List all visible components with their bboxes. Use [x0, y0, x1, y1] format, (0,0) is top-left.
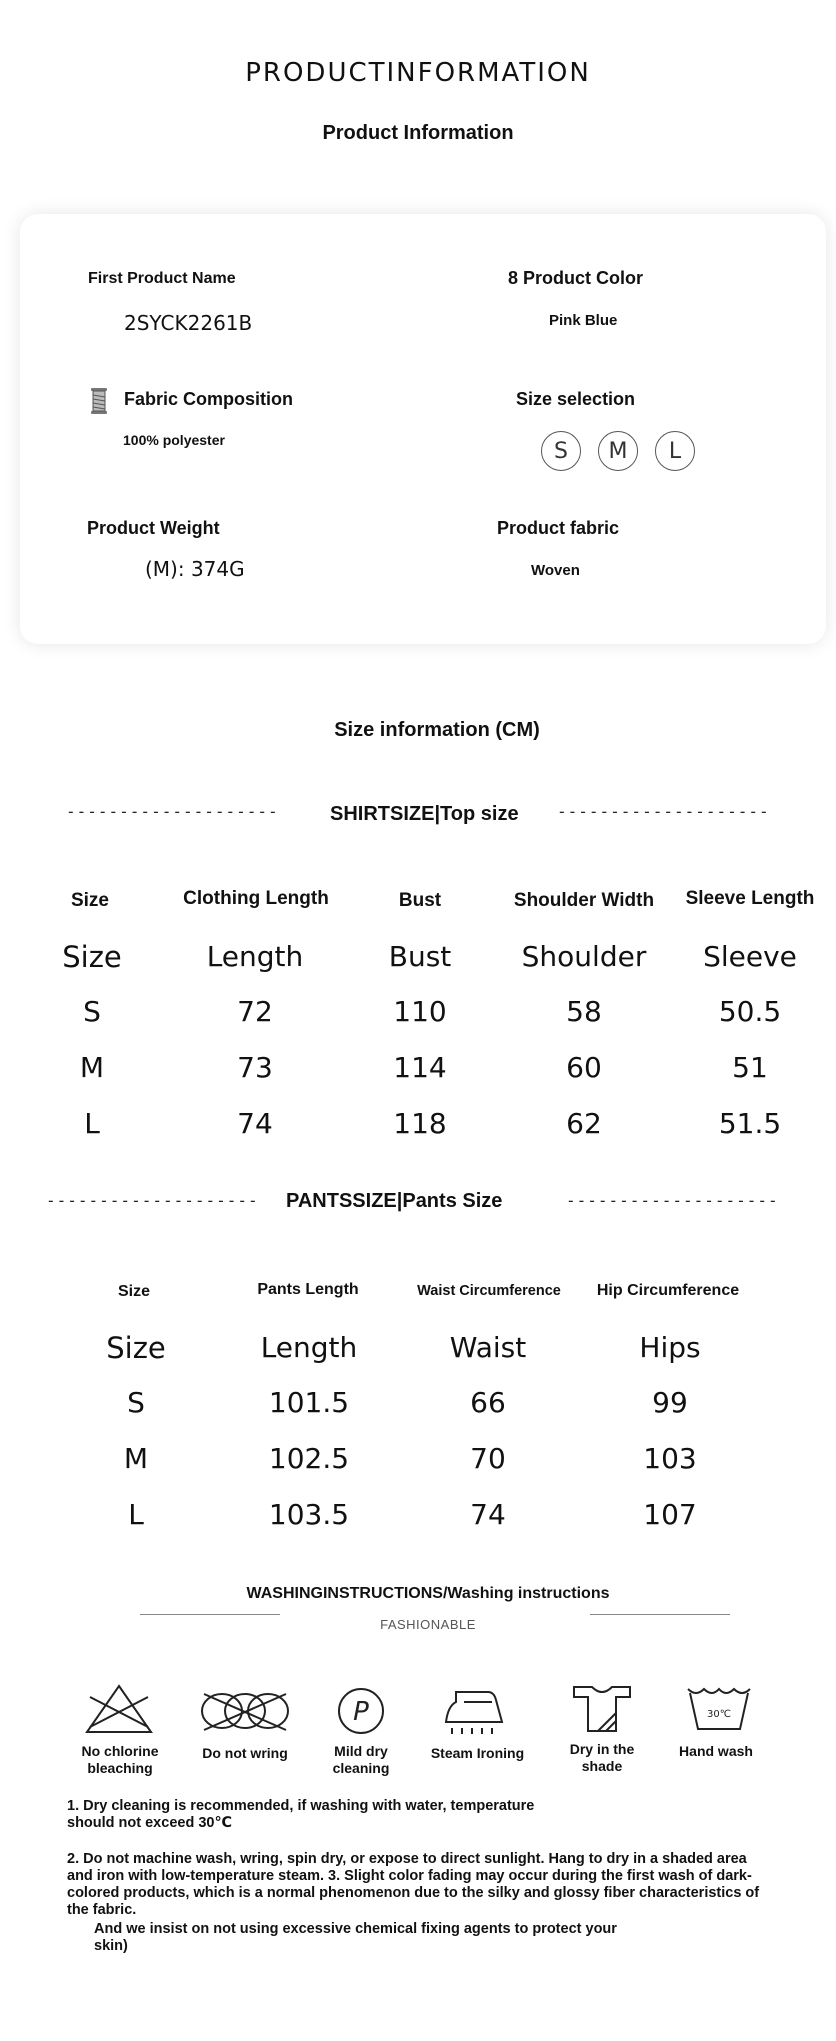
product-fabric-value: Woven	[531, 562, 580, 579]
care-caption: Mild dry cleaning	[332, 1743, 390, 1776]
care-caption: Dry in the shade	[569, 1741, 635, 1774]
care-caption: Hand wash	[679, 1743, 753, 1759]
product-weight-label: Product Weight	[87, 518, 220, 538]
table-cell: L	[128, 1498, 144, 1531]
divider-dashes: --------------------	[46, 1191, 259, 1210]
thread-spool-icon	[89, 386, 109, 416]
table-cell: 50.5	[718, 995, 782, 1028]
size-option-s[interactable]: S	[541, 431, 581, 471]
size-selection-label: Size selection	[516, 389, 636, 409]
table-cell: 107	[643, 1498, 697, 1531]
table-cell: 58	[566, 995, 602, 1028]
washing-subtitle: FASHIONABLE	[380, 1617, 476, 1632]
table-cell: 51.5	[718, 1107, 782, 1140]
table-cell: 72	[237, 995, 273, 1028]
care-caption: No chlorine bleaching	[81, 1743, 159, 1776]
shirt-subheader-length: Length	[206, 940, 304, 973]
table-cell: S	[127, 1386, 145, 1419]
table-cell: 62	[566, 1107, 602, 1140]
pants-header-pants-length: Pants Length	[257, 1281, 359, 1298]
divider-line	[590, 1614, 730, 1615]
table-cell: 101.5	[268, 1386, 350, 1419]
size-info-title: Size information (CM)	[334, 719, 540, 741]
table-cell: 103	[643, 1442, 697, 1475]
table-cell: 51	[732, 1051, 768, 1084]
table-cell: 70	[470, 1442, 506, 1475]
table-cell: 73	[237, 1051, 273, 1084]
table-cell: S	[83, 995, 101, 1028]
table-cell: 114	[393, 1051, 447, 1084]
pants-header-hip: Hip Circumference	[596, 1282, 740, 1299]
divider-dashes: --------------------	[566, 1191, 779, 1210]
pants-subheader-waist: Waist	[449, 1331, 527, 1364]
shirt-header-size: Size	[70, 890, 110, 911]
pants-subheader-size: Size	[106, 1331, 166, 1365]
fabric-composition-value: 100% polyester	[123, 432, 225, 448]
pants-header-waist: Waist Circumference	[417, 1283, 561, 1299]
page-subtitle: Product Information	[322, 122, 514, 144]
shirt-subheader-shoulder: Shoulder	[521, 940, 647, 973]
size-option-m[interactable]: M	[598, 431, 638, 471]
shirt-header-clothing-length: Clothing Length	[183, 888, 329, 909]
product-color-value: Pink Blue	[549, 312, 618, 329]
shirt-header-bust: Bust	[398, 890, 442, 911]
care-note: 2. Do not machine wash, wring, spin dry, or expose to direct sunlight. Hang to dry in a shaded area and iron with low-temperature steam. 3. Slight color fading may occur during the first wash of dark-colored products, which is a normal phenomenon due to the silky and glossy fiber characteristics of the fabric.	[67, 1851, 760, 1918]
product-weight-value: (M): 374G	[145, 557, 245, 581]
table-cell: 99	[652, 1386, 688, 1419]
table-cell: M	[123, 1442, 149, 1475]
pants-subheader-hips: Hips	[639, 1331, 701, 1364]
pants-size-title: PANTSSIZE|Pants Size	[286, 1190, 503, 1212]
no-chlorine-bleach-icon	[84, 1683, 154, 1735]
pants-subheader-length: Length	[260, 1331, 358, 1364]
table-cell: 103.5	[268, 1498, 350, 1531]
washing-title: WASHINGINSTRUCTIONS/Washing instructions	[246, 1585, 610, 1602]
do-not-wring-icon	[200, 1688, 290, 1734]
shirt-subheader-sleeve: Sleeve	[703, 940, 797, 973]
table-cell: L	[84, 1107, 100, 1140]
hand-wash-icon	[686, 1685, 752, 1733]
table-cell: 102.5	[268, 1442, 350, 1475]
care-caption: Steam Ironing	[430, 1745, 525, 1761]
divider-dashes: --------------------	[66, 802, 279, 821]
table-cell: 74	[237, 1107, 273, 1140]
shirt-subheader-bust: Bust	[388, 940, 452, 973]
product-name-label: First Product Name	[88, 270, 236, 287]
table-cell: 66	[470, 1386, 506, 1419]
product-fabric-label: Product fabric	[497, 518, 620, 538]
pants-header-size: Size	[117, 1283, 150, 1300]
fabric-composition-label: Fabric Composition	[124, 389, 294, 409]
table-cell: 110	[393, 995, 447, 1028]
care-symbol: P	[353, 1697, 369, 1727]
table-cell: 60	[566, 1051, 602, 1084]
care-caption: Do not wring	[202, 1745, 288, 1761]
shirt-size-title: SHIRTSIZE|Top size	[330, 803, 519, 825]
product-color-label: 8 Product Color	[508, 268, 644, 288]
table-cell: 74	[470, 1498, 506, 1531]
shirt-subheader-size: Size	[62, 940, 122, 974]
care-symbol: 30℃	[707, 1709, 731, 1720]
shirt-header-sleeve-length: Sleeve Length	[685, 888, 815, 909]
size-option-l[interactable]: L	[655, 431, 695, 471]
mild-dry-clean-icon	[336, 1686, 386, 1736]
table-cell: M	[79, 1051, 105, 1084]
dry-in-shade-icon	[570, 1683, 634, 1735]
divider-line	[140, 1614, 280, 1615]
care-note: And we insist on not using excessive chemical fixing agents to protect your skin)	[94, 1921, 617, 1954]
product-name-value: 2SYCK2261B	[124, 311, 253, 335]
divider-dashes: --------------------	[557, 802, 770, 821]
page-title: PRODUCTINFORMATION	[245, 58, 591, 88]
shirt-header-shoulder-width: Shoulder Width	[513, 890, 655, 911]
care-note: 1. Dry cleaning is recommended, if washing with water, temperature should not exceed 30℃	[67, 1798, 535, 1831]
steam-iron-icon	[442, 1688, 512, 1736]
table-cell: 118	[393, 1107, 447, 1140]
